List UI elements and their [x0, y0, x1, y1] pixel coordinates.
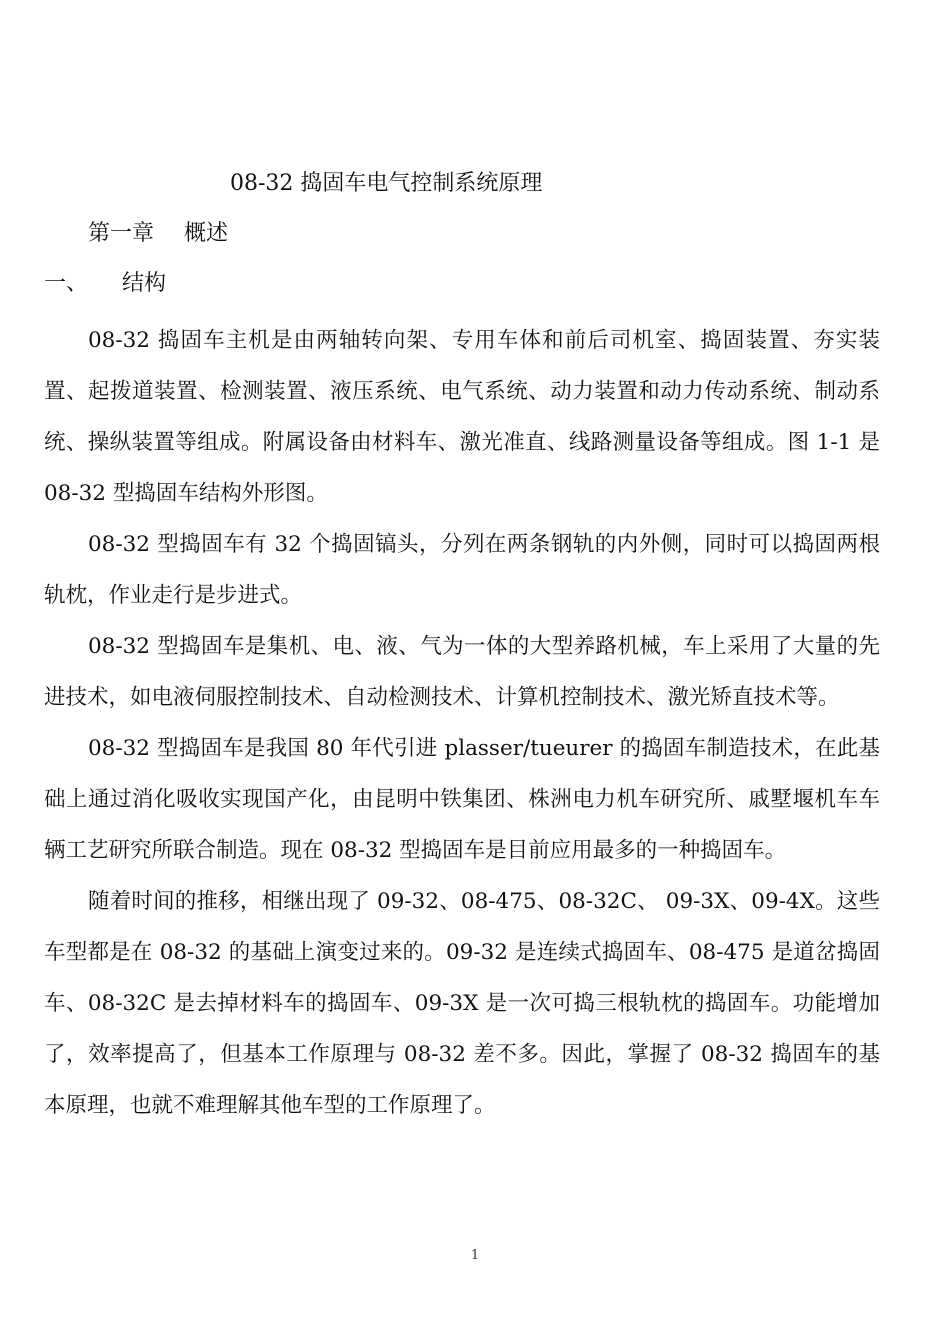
paragraph: 08-32 型捣固车是我国 80 年代引进 plasser/tueurer 的捣固车制造技术，在此基础上通过消化吸收实现国产化，由昆明中铁集团、株洲电力机车研究所、戚墅堰机车车辆工艺研究所联合制造。现在 08-32 型捣固车是目前应用最多的一种捣固车。	[44, 736, 880, 863]
page-number: 1	[470, 1248, 480, 1263]
chapter-number: 第一章	[88, 221, 155, 246]
section-name: 结构	[122, 271, 167, 296]
section-number: 一、	[44, 271, 89, 296]
chapter-heading	[88, 218, 228, 250]
document-title: 08-32 捣固车电气控制系统原理	[230, 171, 543, 196]
paragraph: 08-32 型捣固车有 32 个捣固镐头，分列在两条钢轨的内外侧，同时可以捣固两根轨枕，作业走行是步进式。	[44, 532, 880, 608]
paragraph: 08-32 捣固车主机是由两轴转向架、专用车体和前后司机室、捣固装置、夯实装置、起拨道装置、检测装置、液压系统、电气系统、动力装置和动力传动系统、制动系统、操纵装置等组成。附属设备由材料车、激光准直、线路测量设备等组成。图 1-1 是 08-32 型捣固车结构外形图。	[44, 328, 880, 506]
paragraph: 随着时间的推移，相继出现了 09-32、08-475、08-32C、 09-3X、09-4X。这些车型都是在 08-32 的基础上演变过来的。09-32 是连续式捣固车、08-475 是道岔捣固车、08-32C 是去掉材料车的捣固车、09-3X 是一次可捣三根轨枕的捣固车。功能增加了，效率提高了，但基本工作原理与 08-32 差不多。因此，掌握了 08-32 捣固车的基本原理，也就不难理解其他车型的工作原理了。	[44, 889, 880, 1118]
chapter-name: 概述	[184, 221, 229, 246]
body-text	[44, 315, 880, 1131]
paragraph: 08-32 型捣固车是集机、电、液、气为一体的大型养路机械，车上采用了大量的先进技术，如电液伺服控制技术、自动检测技术、计算机控制技术、激光矫直技术等。	[44, 634, 880, 710]
section-heading	[44, 268, 166, 300]
